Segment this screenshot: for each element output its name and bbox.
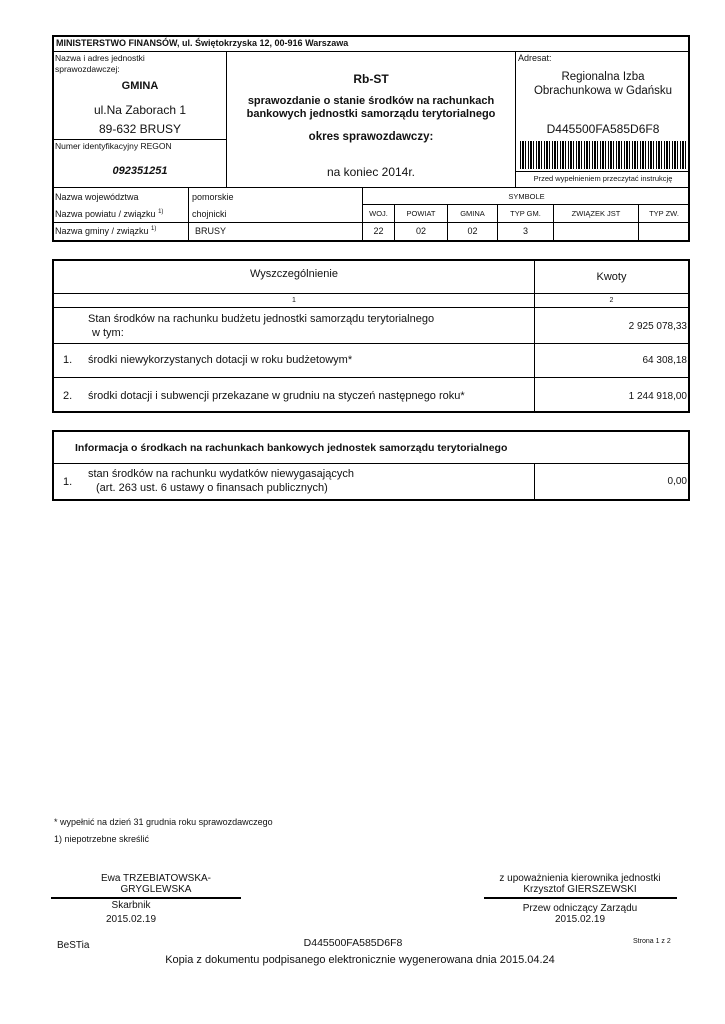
regon-label: Numer identyfikacyjny REGON	[55, 141, 172, 151]
signatory-name-line2: GRYGLEWSKA	[120, 884, 192, 895]
symbol-value-powiat: 02	[415, 226, 426, 236]
county-label-text: Nazwa powiatu / związku	[55, 209, 156, 219]
footnote-date: * wypełnić na dzień 31 grudnia roku sprawozdawczego	[54, 817, 273, 827]
instruction-note: Przed wypełnieniem przeczytać instrukcję	[533, 174, 673, 183]
authorized-role: Przew odniczący Zarządu	[522, 903, 638, 914]
county-value: chojnicki	[192, 209, 227, 219]
commune-label	[55, 226, 156, 236]
app-name: BeSTia	[57, 940, 90, 951]
footnote-strike: 1) niepotrzebne skreślić	[54, 834, 150, 844]
regon-value: 092351251	[112, 165, 168, 177]
voivodeship-value: pomorskie	[192, 192, 234, 202]
commune-label-sup: 1)	[151, 226, 157, 232]
table-row-label: środki dotacji i subwencji przekazane w grudniu na styczeń następnego roku*	[88, 390, 465, 402]
table-row-value: 64 308,18	[642, 355, 687, 366]
addressee-line2: Obrachunkowa w Gdańsku	[533, 85, 673, 97]
column-number-1: 1	[292, 297, 296, 304]
authorized-person: Krzysztof GIERSZEWSKI	[523, 884, 637, 895]
footer-document-id: D445500FA585D6F8	[303, 937, 403, 949]
info-row-number: 1.	[63, 476, 73, 488]
symbol-value-woj: 22	[373, 226, 384, 236]
commune-value: BRUSY	[195, 226, 227, 236]
form-title: sprawozdanie o stanie środków na rachunkach bankowych jednostki samorządu terytorialnego	[246, 95, 496, 120]
symbol-header-woj: WOJ.	[369, 209, 388, 218]
form-code: Rb-ST	[353, 72, 389, 86]
info-row-value: 0,00	[667, 476, 687, 487]
signatory-name-line1: Ewa TRZEBIATOWSKA-	[100, 873, 212, 884]
barcode-image	[520, 141, 686, 169]
column-header-description: Wyszczególnienie	[250, 268, 338, 280]
page-number: Strona 1 z 2	[633, 938, 671, 945]
authorized-date: 2015.02.19	[554, 914, 606, 925]
signatory-date: 2015.02.19	[105, 914, 157, 925]
table-row-label: środki niewykorzystanych dotacji w roku budżetowym*	[88, 354, 353, 366]
unit-name: GMINA	[121, 80, 159, 92]
table-row-value: 2 925 078,33	[628, 321, 687, 332]
symbol-header-typ-gm: TYP GM.	[510, 209, 541, 218]
symbols-title: SYMBOLE	[508, 192, 545, 201]
commune-label-text: Nazwa gminy / związku	[55, 226, 149, 236]
unit-name-label: Nazwa i adres jednostki sprawozdawczej:	[55, 53, 145, 74]
addressee-line1: Regionalna Izba	[561, 71, 645, 83]
column-header-amount: Kwoty	[596, 271, 627, 283]
period-value: na koniec 2014r.	[326, 165, 416, 179]
symbol-header-zwiazek: ZWIĄZEK JST	[571, 209, 621, 218]
county-label-sup: 1)	[158, 209, 164, 215]
document-id: D445500FA585D6F8	[546, 122, 660, 136]
ministry-header: MINISTERSTWO FINANSÓW, ul. Świętokrzyska 12, 00-916 Warszawa	[56, 38, 349, 48]
unit-city: 89-632 BRUSY	[98, 122, 182, 136]
table-row-number: 2.	[63, 390, 73, 402]
symbol-header-typ-zw: TYP ZW.	[649, 209, 679, 218]
table-row-label-sub: w tym:	[92, 327, 124, 339]
info-row-label-sub: (art. 263 ust. 6 ustawy o finansach publicznych)	[96, 482, 328, 494]
symbol-value-typ-gm: 3	[522, 226, 528, 236]
info-table-title: Informacja o środkach na rachunkach bankowych jednostek samorządu terytorialnego	[75, 442, 508, 454]
county-label	[55, 209, 163, 219]
table-row-label: Stan środków na rachunku budżetu jednostki samorządu terytorialnego	[88, 313, 435, 325]
symbol-header-powiat: POWIAT	[406, 209, 436, 218]
unit-street: ul.Na Zaborach 1	[93, 103, 187, 117]
authorization-line: z upoważnienia kierownika jednostki	[499, 873, 661, 884]
signatory-role: Skarbnik	[111, 900, 151, 911]
symbol-header-gmina: GMINA	[460, 209, 485, 218]
voivodeship-label: Nazwa województwa	[55, 192, 139, 202]
column-number-2: 2	[609, 297, 614, 304]
table-row-number: 1.	[63, 354, 73, 366]
symbol-value-gmina: 02	[467, 226, 478, 236]
addressee-label: Adresat:	[518, 53, 552, 63]
copy-note: Kopia z dokumentu podpisanego elektronicznie wygenerowana dnia 2015.04.24	[165, 954, 555, 966]
table-row-value: 1 244 918,00	[628, 391, 687, 402]
period-label: okres sprawozdawczy:	[308, 131, 434, 143]
info-row-label: stan środków na rachunku wydatków niewygasających	[88, 468, 354, 480]
